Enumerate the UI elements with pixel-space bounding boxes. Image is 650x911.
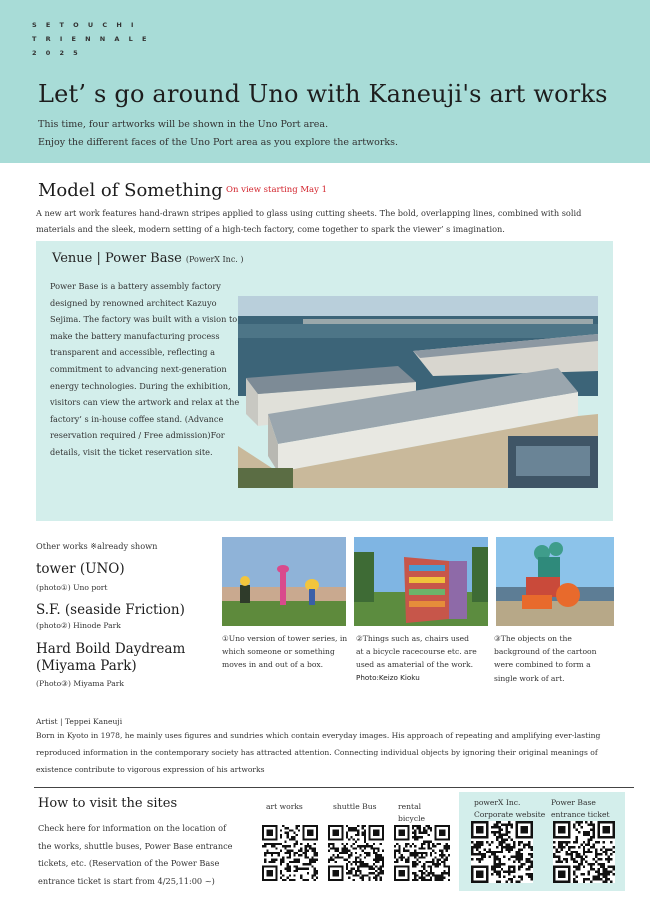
work-title: S.F. (seaside Friction)	[36, 602, 185, 618]
artist-bio: Born in Kyoto in 1978, he mainly uses figures and sundries which contain everyday images. His approach of repeating and amplifying ever-lasting reproduced information in the contemporary society has attracted attention. Connecting individual objects by ignoring their original meanings of existence contribute to vigorous expression of his artworks	[36, 731, 601, 774]
photo-caption: ①Uno version of tower series, in which someone or something moves in and out of a box.	[222, 634, 348, 670]
work-location: (photo②) Hinode Park	[36, 621, 121, 630]
work-location: (photo①) Uno port	[36, 583, 108, 592]
work-title: tower (UNO)	[36, 561, 125, 577]
hero-subtitle: Enjoy the different faces of the Uno Port area as you explore the artworks.	[38, 137, 399, 148]
qr-label-shuttle-bus: shuttle Bus	[333, 802, 377, 811]
qr-label-rental-bicycle: rental bicycle	[398, 802, 426, 823]
hero-banner	[0, 0, 650, 163]
page-title: Let’ s go around Uno with Kaneuji's art works	[38, 80, 608, 108]
work-title: Hard Boild Daydream (Miyama Park)	[36, 641, 186, 674]
hero-subtitle: This time, four artworks will be shown in the Uno Port area.	[38, 119, 329, 130]
photo-caption: ③The objects on the background of the cartoon were combined to form a single work of art.	[494, 634, 597, 683]
entrance-ticket-qr-code[interactable]	[553, 821, 615, 883]
hard-boild-daydream-photo	[496, 537, 614, 626]
artist-label: Artist | Teppei Kaneuji	[36, 717, 123, 726]
shuttle-bus-qr-code[interactable]	[328, 825, 384, 881]
venue-label: Venue | Power Base	[52, 251, 182, 266]
visit-title: How to visit the sites	[38, 796, 178, 811]
rental-bicycle-qr-code[interactable]	[394, 825, 450, 881]
tower-uno-photo	[222, 537, 346, 626]
photo-credit: Photo:Keizo Kioku	[356, 673, 420, 682]
brand-line: 2025	[32, 49, 87, 57]
corporate-website-qr-code[interactable]	[471, 821, 533, 883]
triennale-logo	[32, 18, 156, 60]
brand-line: SETOUCHI	[32, 21, 143, 29]
visit-description: Check here for information on the location of the works, shuttle buses, Power Base entrance tickets, etc. (Reservation of the Power Base entrance ticket is start from 4/25,11:00 ~)	[38, 823, 233, 886]
section-divider	[34, 787, 634, 788]
venue-title	[52, 251, 244, 266]
other-works-label: Other works ※already shown	[36, 541, 158, 551]
art-works-qr-code[interactable]	[262, 825, 318, 881]
work-location: (Photo③) Miyama Park	[36, 679, 125, 688]
main-work-description: A new art work features hand-drawn stripes applied to glass using cutting sheets. The bold, overlapping lines, combined with solid materials and the sleek, modern setting of a high-tech factory, come together to spark the viewer’ s imagination.	[36, 208, 582, 234]
main-work-title: Model of Something	[38, 180, 223, 201]
qr-label-entrance-ticket: Power Base entrance ticket	[551, 798, 610, 819]
brand-line: TRIENNALE	[32, 35, 156, 43]
qr-label-corporate-website: powerX Inc. Corporate website	[474, 798, 546, 819]
photo-caption: ②Things such as, chairs used at a bicycle racecourse etc. are used as amaterial of the work.	[356, 634, 477, 670]
qr-label-art-works: art works	[266, 802, 303, 811]
on-view-badge: On view starting May 1	[226, 185, 328, 195]
venue-description: Power Base is a battery assembly factory designed by renowned architect Kazuyo Sejima. The factory was built with a vision to make the battery manufacturing process transparent and accessible, reflecting a commitment to advancing next-generation energy technologies. During the exhibition, visitors can view the artwork and relax at the factory’ s in-house coffee stand. (Advance reservation required / Free admission)For details, visit the ticket reservation site.	[50, 281, 240, 457]
venue-org: (PowerX Inc. )	[185, 255, 244, 264]
seaside-friction-photo	[354, 537, 488, 626]
factory-photo	[238, 296, 598, 488]
